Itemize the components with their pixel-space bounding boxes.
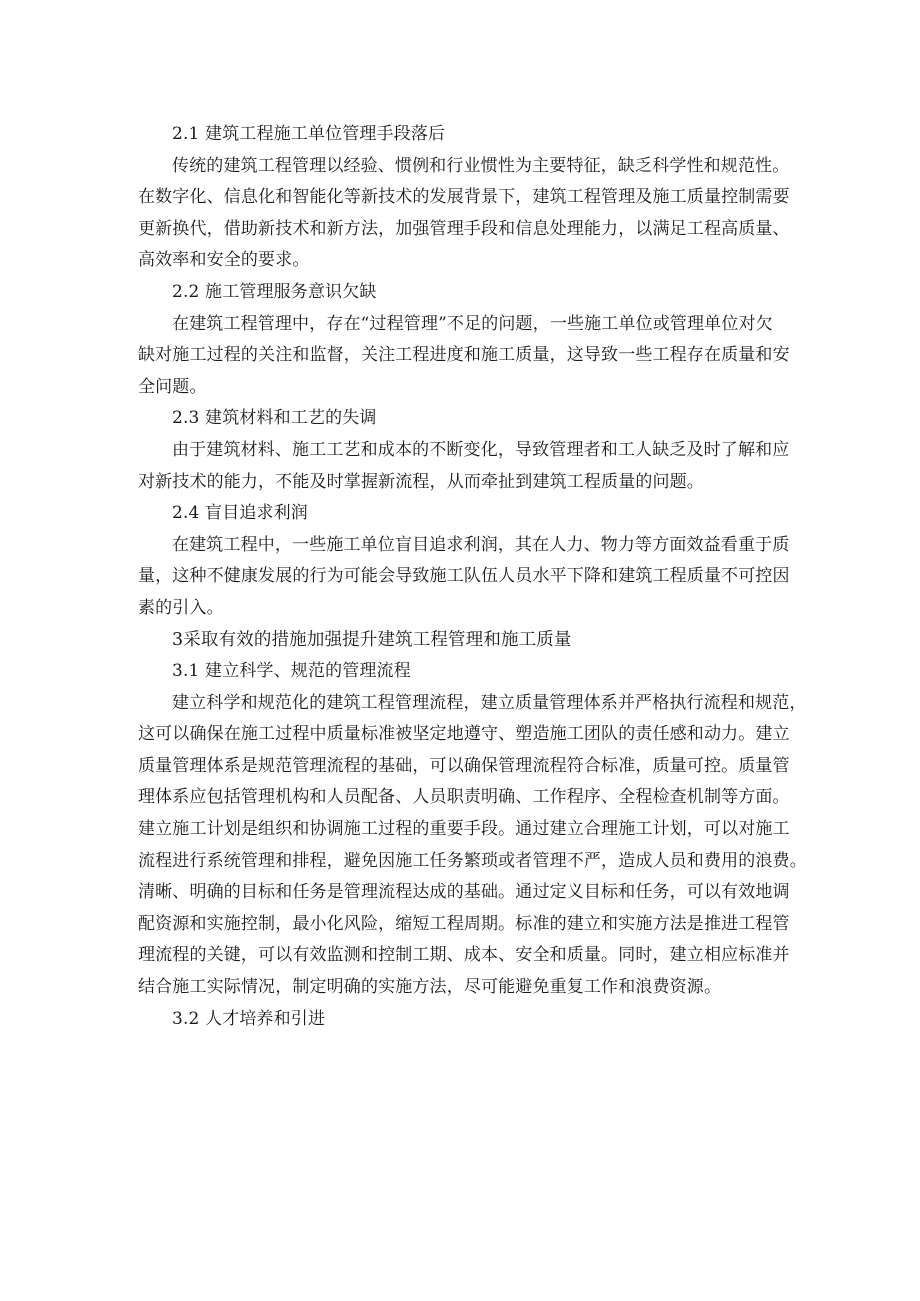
paragraph-line: 清晰、明确的目标和任务是管理流程达成的基础。通过定义目标和任务，可以有效地调	[138, 882, 790, 903]
paragraph-line: 建立科学和规范化的建筑工程管理流程，建立质量管理体系并严格执行流程和规范，	[172, 692, 807, 713]
paragraph-2-3	[138, 435, 808, 498]
section-heading-2-3: 2.3 建筑材料和工艺的失调	[172, 408, 377, 429]
section-heading-3-2: 3.2 人才培养和引进	[172, 1008, 326, 1029]
paragraph-line: 缺对施工过程的关注和监督，关注工程进度和施工质量，这导致一些工程存在质量和安	[138, 345, 790, 366]
section-heading-2-4: 2.4 盲目追求利润	[172, 503, 308, 524]
paragraph-line: 量，这种不健康发展的行为可能会导致施工队伍人员水平下降和建筑工程质量不可控因	[138, 566, 790, 587]
paragraph-line: 在数字化、信息化和智能化等新技术的发展背景下，建筑工程管理及施工质量控制需要	[138, 187, 790, 208]
paragraph-line: 对新技术的能力，不能及时掌握新流程，从而牵扯到建筑工程质量的问题。	[138, 471, 704, 492]
paragraph-line: 流程进行系统管理和排程，避免因施工任务繁琐或者管理不严，造成人员和费用的浪费。	[138, 850, 807, 871]
chapter-heading-3: 3采取有效的措施加强提升建筑工程管理和施工质量	[172, 629, 572, 650]
paragraph-3-1	[138, 688, 808, 1004]
paragraph-line: 由于建筑材料、施工工艺和成本的不断变化，导致管理者和工人缺乏及时了解和应	[172, 439, 790, 460]
paragraph-line: 传统的建筑工程管理以经验、惯例和行业惯性为主要特征，缺乏科学性和规范性。	[172, 155, 790, 176]
section-heading-2-1: 2.1 建筑工程施工单位管理手段落后	[172, 124, 446, 144]
paragraph-line: 结合施工实际情况，制定明确的实施方法，尽可能避免重复工作和浪费资源。	[138, 977, 722, 998]
paragraph-line: 理流程的关键，可以有效监测和控制工期、成本、安全和质量。同时，建立相应标准并	[138, 945, 790, 966]
paragraph-line: 理体系应包括管理机构和人员配备、人员职责明确、工作程序、全程检查机制等方面。	[138, 787, 790, 808]
paragraph-line: 配资源和实施控制，最小化风险，缩短工程周期。标准的建立和实施方法是推进工程管	[138, 913, 790, 934]
paragraph-line: 全问题。	[138, 376, 207, 397]
paragraph-line: 在建筑工程中，一些施工单位盲目追求利润，其在人力、物力等方面效益看重于质	[172, 534, 790, 555]
paragraph-line: 在建筑工程管理中，存在“过程管理”不足的问题，一些施工单位或管理单位对欠	[172, 313, 773, 334]
paragraph-2-1	[138, 151, 808, 277]
paragraph-line: 更新换代，借助新技术和新方法，加强管理手段和信息处理能力，以满足工程高质量、	[138, 218, 790, 239]
paragraph-line: 建立施工计划是组织和协调施工过程的重要手段。通过建立合理施工计划，可以对施工	[138, 819, 790, 840]
paragraph-line: 高效率和安全的要求。	[138, 250, 310, 271]
document-page	[138, 119, 808, 1035]
section-heading-2-2: 2.2 施工管理服务意识欠缺	[172, 281, 377, 302]
section-heading-3-1: 3.1 建立科学、规范的管理流程	[172, 661, 411, 682]
paragraph-line: 这可以确保在施工过程中质量标准被坚定地遵守、塑造施工团队的责任感和动力。建立	[138, 724, 790, 745]
paragraph-2-4	[138, 530, 808, 625]
paragraph-line: 质量管理体系是规范管理流程的基础，可以确保管理流程符合标准，质量可控。质量管	[138, 755, 790, 776]
paragraph-2-2	[138, 309, 808, 404]
paragraph-line: 素的引入。	[138, 597, 224, 618]
